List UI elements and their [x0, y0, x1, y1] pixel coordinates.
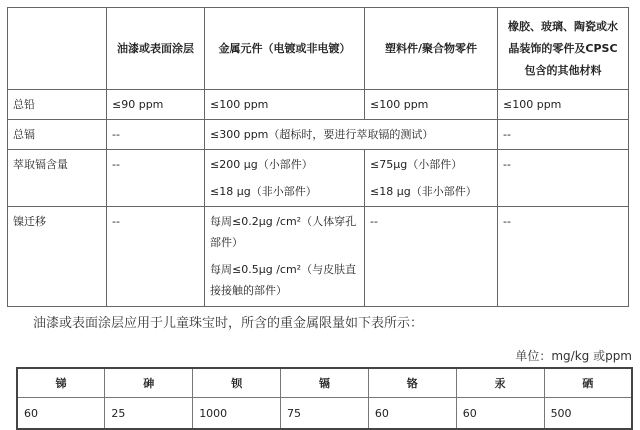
value-cadmium: 75	[281, 398, 369, 430]
header-cadmium: 镉	[281, 368, 369, 398]
header-arsenic: 砷	[105, 368, 193, 398]
cell-metal-line: ≤18 μg（非小部件）	[210, 185, 317, 198]
cell-coating: --	[107, 150, 205, 207]
header-other: 橡胶、玻璃、陶瓷或水晶装饰的零件及CPSC包含的其他材料	[498, 8, 629, 90]
value-mercury: 60	[456, 398, 544, 430]
cell-metal-line: ≤200 μg（小部件）	[210, 158, 313, 171]
table-row	[17, 398, 632, 430]
coating-metal-limits-table	[16, 367, 633, 430]
cell-other: ≤100 ppm	[498, 90, 629, 120]
value-antimony: 60	[17, 398, 105, 430]
header-coating: 油漆或表面涂层	[107, 8, 205, 90]
cell-other: --	[498, 120, 629, 150]
cell-plastic-line: ≤18 μg（非小部件）	[370, 185, 477, 198]
table-row	[8, 120, 629, 150]
value-barium: 1000	[193, 398, 281, 430]
value-selenium: 500	[544, 398, 632, 430]
cell-coating: ≤90 ppm	[107, 90, 205, 120]
table-header-row	[17, 368, 632, 398]
header-antimony: 锑	[17, 368, 105, 398]
cell-plastic: --	[365, 207, 498, 307]
cell-metal	[205, 207, 365, 307]
cell-plastic: ≤100 ppm	[365, 90, 498, 120]
cell-metal-line: 每周≤0.2μg /cm²（人体穿孔部件）	[210, 215, 357, 249]
heavy-metal-limits-table	[7, 7, 629, 307]
value-chromium: 60	[368, 398, 456, 430]
cell-plastic-line: ≤75μg（小部件）	[370, 158, 463, 171]
header-chromium: 铬	[368, 368, 456, 398]
table-header-row	[8, 8, 629, 90]
header-barium: 钡	[193, 368, 281, 398]
header-plastic: 塑料件/聚合物零件	[365, 8, 498, 90]
cell-other: --	[498, 207, 629, 307]
cell-metal: ≤100 ppm	[205, 90, 365, 120]
row-label: 萃取镉含量	[8, 150, 107, 207]
header-metal: 金属元件（电镀或非电镀）	[205, 8, 365, 90]
intro-paragraph: 油漆或表面涂层应用于儿童珠宝时，所含的重金属限量如下表所示：	[33, 316, 424, 331]
table-row	[8, 150, 629, 207]
cell-coating: --	[107, 207, 205, 307]
row-label: 总镉	[8, 120, 107, 150]
row-label: 总铅	[8, 90, 107, 120]
cell-plastic	[365, 150, 498, 207]
cell-metal-line: 每周≤0.5μg /cm²（与皮肤直接接触的部件）	[210, 263, 357, 297]
header-selenium: 硒	[544, 368, 632, 398]
table-row	[8, 207, 629, 307]
unit-label: 单位：mg/kg 或ppm	[515, 349, 632, 363]
table-row	[8, 90, 629, 120]
header-mercury: 汞	[456, 368, 544, 398]
cell-coating: --	[107, 120, 205, 150]
cell-other: --	[498, 150, 629, 207]
header-empty	[8, 8, 107, 90]
cell-metal-plastic-span: ≤300 ppm（超标时，要进行萃取镉的测试）	[205, 120, 498, 150]
cell-metal	[205, 150, 365, 207]
value-arsenic: 25	[105, 398, 193, 430]
row-label: 镍迁移	[8, 207, 107, 307]
